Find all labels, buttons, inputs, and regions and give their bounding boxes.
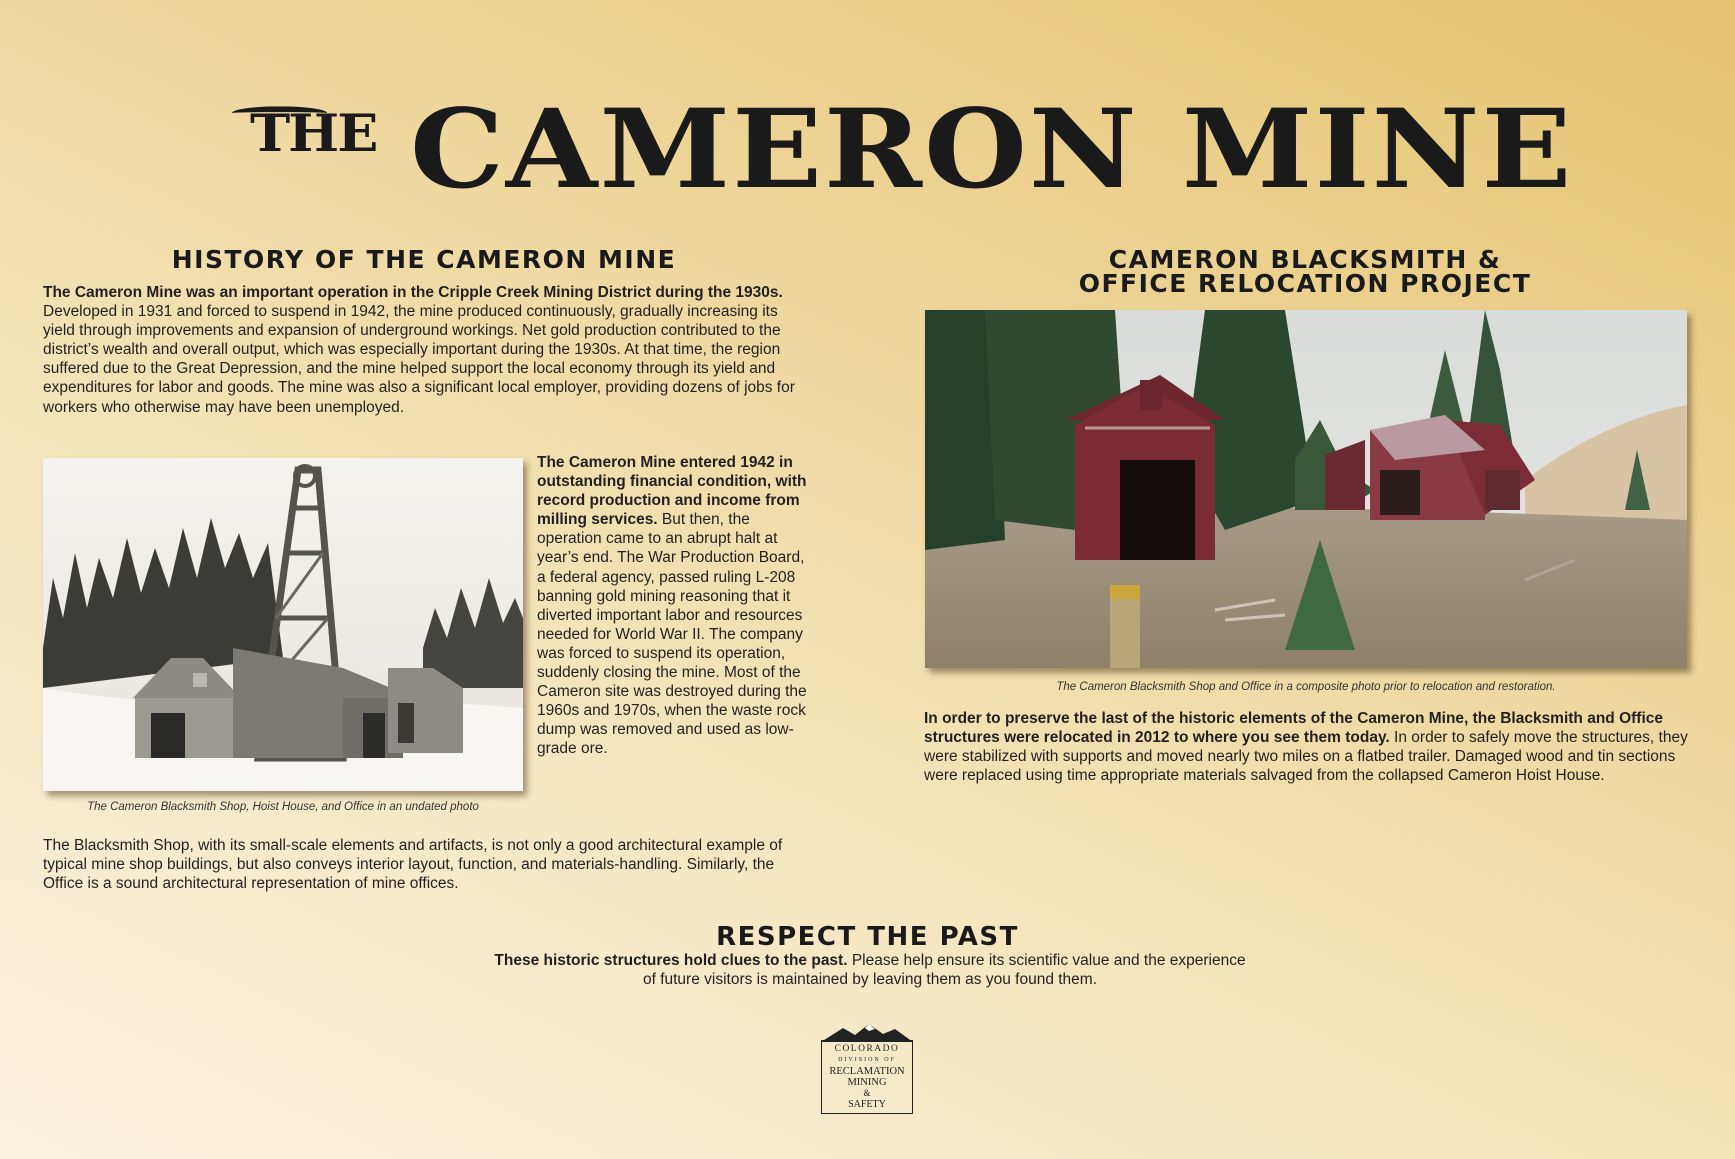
history-intro <box>43 283 813 417</box>
relocation-text-rest: In order to safely move the structures, they were stabilized with supports and moved nearly two miles on a flatbed trailer. Damaged wood and tin sections were replaced using time appropriate materials salvaged from the collapsed Cameron Hoist House. <box>924 729 1688 785</box>
history-intro-bold: The Cameron Mine was an important operation in the Cripple Creek Mining District during the 1930s. <box>43 284 783 301</box>
relocation-photo-illustration <box>925 310 1687 668</box>
history-heading: HISTORY OF THE CAMERON MINE <box>171 245 677 274</box>
logo-line6: SAFETY <box>848 1099 886 1110</box>
historic-photo <box>43 458 523 791</box>
logo-line4: MINING <box>847 1077 887 1088</box>
title-the: THE <box>250 102 377 164</box>
respect-text-rest: Please help ensure its scientific value and the experience of future visitors is maintained by leaving them as you found them. <box>642 952 1246 989</box>
respect-heading: RESPECT THE PAST <box>716 922 1019 952</box>
history-side-rest: But then, the operation came to an abrupt halt at year’s end. The War Production Board, a federal agency, passed ruling L-208 banning gold mining reasoning that it diverted important labor and resources needed for World War II. The company was forced to suspend its operation, suddenly closing the mine. Most of the Cameron site was destroyed during the 1960s and 1970s, when the waste rock dump was removed and used as low-grade ore. <box>537 511 807 758</box>
relocation-photo-caption: The Cameron Blacksmith Shop and Office in a composite photo prior to relocation and restoration. <box>1056 681 1556 693</box>
logo-line3: RECLAMATION <box>829 1066 905 1077</box>
respect-text <box>490 951 1250 989</box>
relocation-photo <box>925 310 1687 668</box>
relocation-heading <box>960 245 1650 298</box>
historic-photo-illustration <box>43 458 523 791</box>
colorado-drms-logo <box>821 1024 913 1114</box>
history-side-text <box>537 453 813 759</box>
history-closing: The Blacksmith Shop, with its small-scale elements and artifacts, is not only a good architectural example of typical mine shop buildings, but also conveys interior layout, function, and materials-handling. Similarly, the Office is a sound architectural representation of mine offices. <box>43 837 783 893</box>
relocation-text <box>924 709 1699 785</box>
historic-photo-caption: The Cameron Blacksmith Shop, Hoist House, and Office in an undated photo <box>87 801 479 813</box>
history-intro-rest: Developed in 1931 and forced to suspend in 1942, the mine produced continuously, gradually increasing its yield through improvements and expansion of underground workings. Net gold production contributed to the district’s wealth and overall output, which was especially important during the 1930s. At that time, the region suffered due to the Great Depression, and the mine helped support the local economy through its yield and expenditures for labor and goods. The mine was also a significant local employer, providing dozens of jobs for workers who otherwise may have been unemployed. <box>43 303 795 416</box>
logo-line2: DIVISION OF <box>838 1057 896 1063</box>
relocation-heading-line1: CAMERON BLACKSMITH & <box>1108 245 1502 274</box>
title-main: CAMERON MINE <box>410 84 1574 213</box>
history-side-bold: The Cameron Mine entered 1942 in outstanding financial condition, with record production and income from milling services. <box>537 454 807 529</box>
logo-line5: & <box>863 1088 871 1098</box>
logo-line1: COLORADO <box>834 1044 900 1054</box>
logo-text <box>821 1044 913 1110</box>
relocation-heading-line2: OFFICE RELOCATION PROJECT <box>1078 269 1532 298</box>
respect-text-bold: These historic structures hold clues to the past. <box>494 952 848 969</box>
relocation-text-bold: In order to preserve the last of the historic elements of the Cameron Mine, the Blacksmith and Office structures were relocated in 2012 to where you see them today. <box>924 710 1663 747</box>
page-title <box>0 84 1735 245</box>
